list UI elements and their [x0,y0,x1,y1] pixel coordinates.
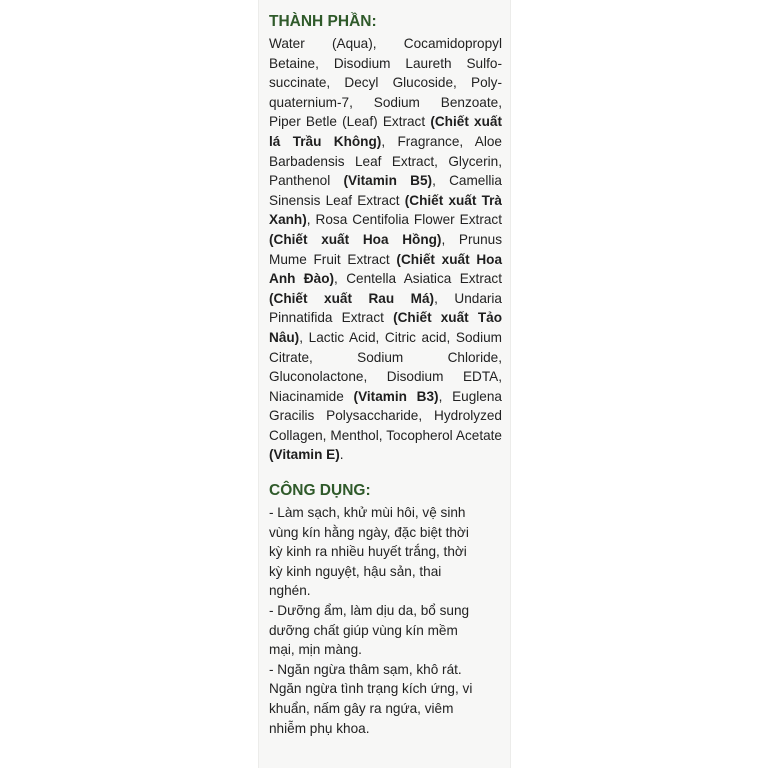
uses-line: kỳ kinh nguyệt, hậu sản, thai [269,563,442,579]
ingredients-part-bold: (Chiết xuất Rau Má) [269,290,435,306]
ingredients-text [269,34,502,465]
uses-line: mại, mịn màng. [269,642,362,658]
ingredients-part-bold: (Vitamin B3) [353,388,439,404]
uses-line: vùng kín hằng ngày, đặc biệt thời [269,524,469,540]
ingredients-part-bold: (Chiết xuất Tảo Nâu) [269,310,502,345]
ingredients-part-bold: (Chiết xuất Hoa Hồng) [269,231,442,247]
ingredients-part-bold: (Chiết xuất lá Trầu Không) [269,114,502,149]
uses-text [269,503,502,738]
uses-line: dưỡng chất giúp vùng kín mềm [269,622,458,638]
ingredients-part: , Undaria Pinnatifida Extract [269,290,502,326]
uses-line: - Dưỡng ẩm, làm dịu da, bổ sung [269,603,470,619]
ingredients-heading: THÀNH PHẦN: [269,13,377,30]
ingredients-part: , Prunus Mume Fruit Extract [269,231,503,267]
ingredients-part: , Fragrance, Aloe Barbadensis Leaf Extract, Glycerin, Panthenol [269,133,502,189]
ingredients-part-bold: (Chiết xuất Hoa Anh Đào) [269,251,502,287]
ingredients-part: , Euglena Gracilis Polysaccharide, Hydrolyzed Collagen, Menthol, Tocopherol Acetate [269,388,502,443]
ingredients-part-bold: (Chiết xuất Trà Xanh) [269,192,502,228]
ingredients-part: , Centella Asiatica Extract [334,271,502,287]
ingredients-part: , Rosa Centifolia Flower Extract [306,212,502,228]
uses-line: nhiễm phụ khoa. [269,720,370,736]
ingredients-part: , Camellia Sinensis Leaf Extract [269,173,502,208]
ingredients-part-bold: (Vitamin E) [269,447,340,463]
uses-line: khuẩn, nấm gây ra ngứa, viêm [269,701,454,716]
uses-line: Ngăn ngừa tình trạng kích ứng, vi [269,681,473,697]
ingredients-part: , Lactic Acid, Citric acid, Sodium Citrate, Sodium Chloride, Gluconolactone, Disodium EDTA, Niacinamide [269,329,502,404]
label-panel [258,0,511,768]
uses-line: - Làm sạch, khử mùi hôi, vệ sinh [269,505,466,521]
ingredients-part: Water (Aqua), Cocamidopropyl Betaine, Disodium Laureth Sulfosuccinate, Decyl Glucoside, Polyquaternium-7, Sodium Benzoate, Piper Betle (Leaf) Extract [269,36,502,130]
uses-line: - Ngăn ngừa thâm sạm, khô rát. [269,661,462,677]
uses-heading: CÔNG DỤNG: [269,482,371,500]
ingredients-part-bold: (Vitamin B5) [343,173,433,189]
ingredients-part: . [339,447,344,463]
uses-line: kỳ kinh ra nhiều huyết trắng, thời [269,544,467,560]
uses-line: nghén. [269,583,311,599]
